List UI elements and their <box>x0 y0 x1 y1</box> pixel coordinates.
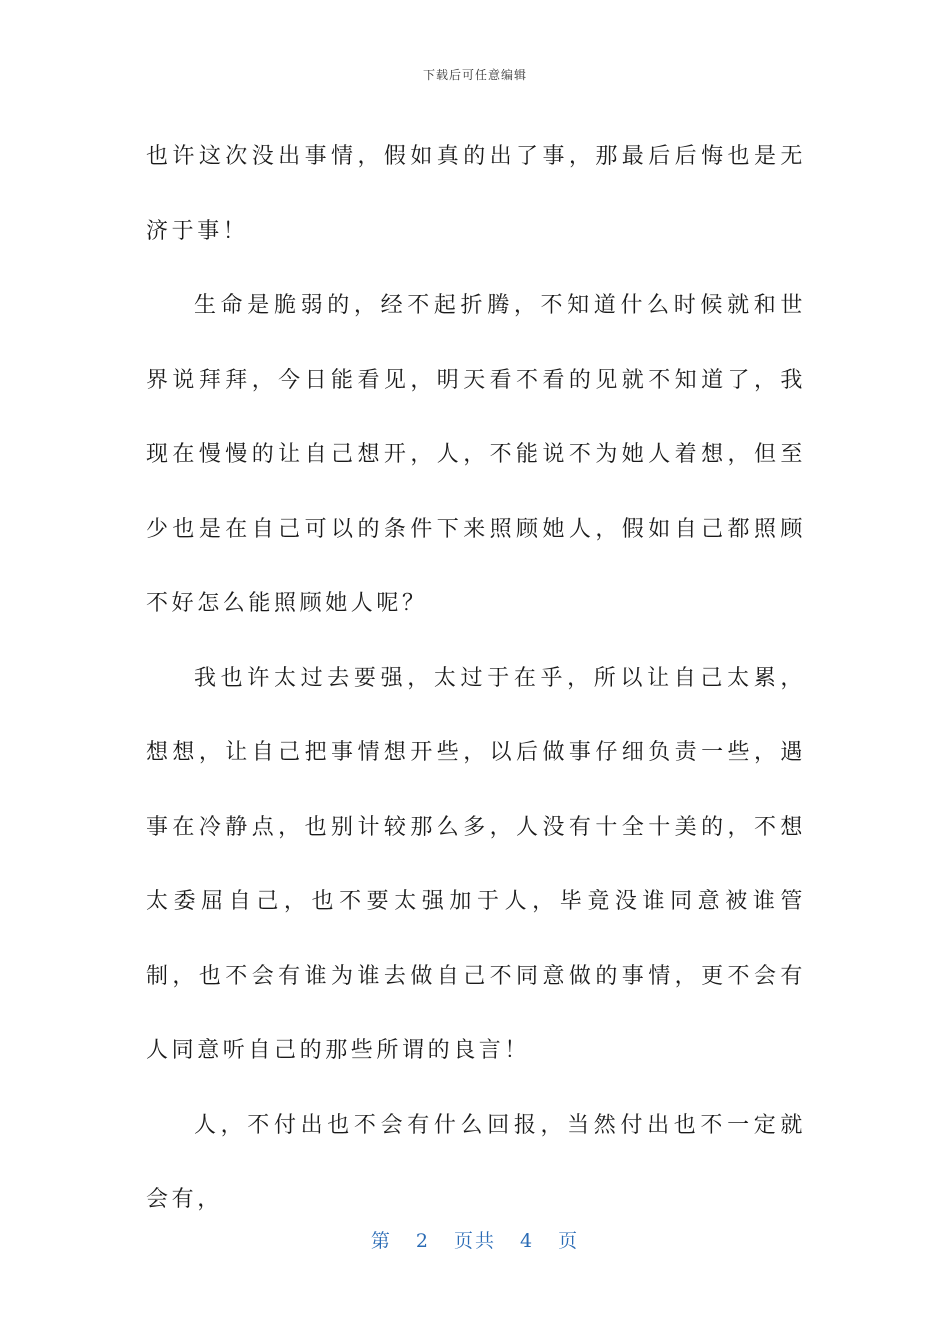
current-page-number: 2 <box>415 1230 430 1252</box>
document-body <box>146 120 806 1238</box>
footer-prefix: 第 <box>370 1230 392 1252</box>
page-footer <box>0 1226 950 1253</box>
footer-suffix: 页 <box>558 1230 580 1252</box>
total-pages-number: 4 <box>520 1230 535 1252</box>
paragraph: 生命是脆弱的，经不起折腾，不知道什么时候就和世界说拜拜，今日能看见，明天看不看的见就不知道了，我现在慢慢的让自己想开，人，不能说不为她人着想，但至少也是在自己可以的条件下来照顾她人，假如自己都照顾不好怎么能照顾她人呢？ <box>146 293 806 616</box>
paragraph: 人，不付出也不会有什么回报，当然付出也不一定就会有， <box>146 1112 806 1212</box>
page-header: 下载后可任意编辑 <box>422 68 527 82</box>
paragraph: 也许这次没出事情，假如真的出了事，那最后后悔也是无济于事！ <box>146 144 806 244</box>
footer-middle: 页共 <box>453 1230 496 1252</box>
paragraph: 我也许太过去要强，太过于在乎，所以让自己太累，想想，让自己把事情想开些，以后做事仔细负责一些，遇事在冷静点，也别计较那么多，人没有十全十美的，不想太委屈自己，也不要太强加于人，毕竟没谁同意被谁管制，也不会有谁为谁去做自己不同意做的事情，更不会有人同意听自己的那些所谓的良言！ <box>146 665 806 1063</box>
